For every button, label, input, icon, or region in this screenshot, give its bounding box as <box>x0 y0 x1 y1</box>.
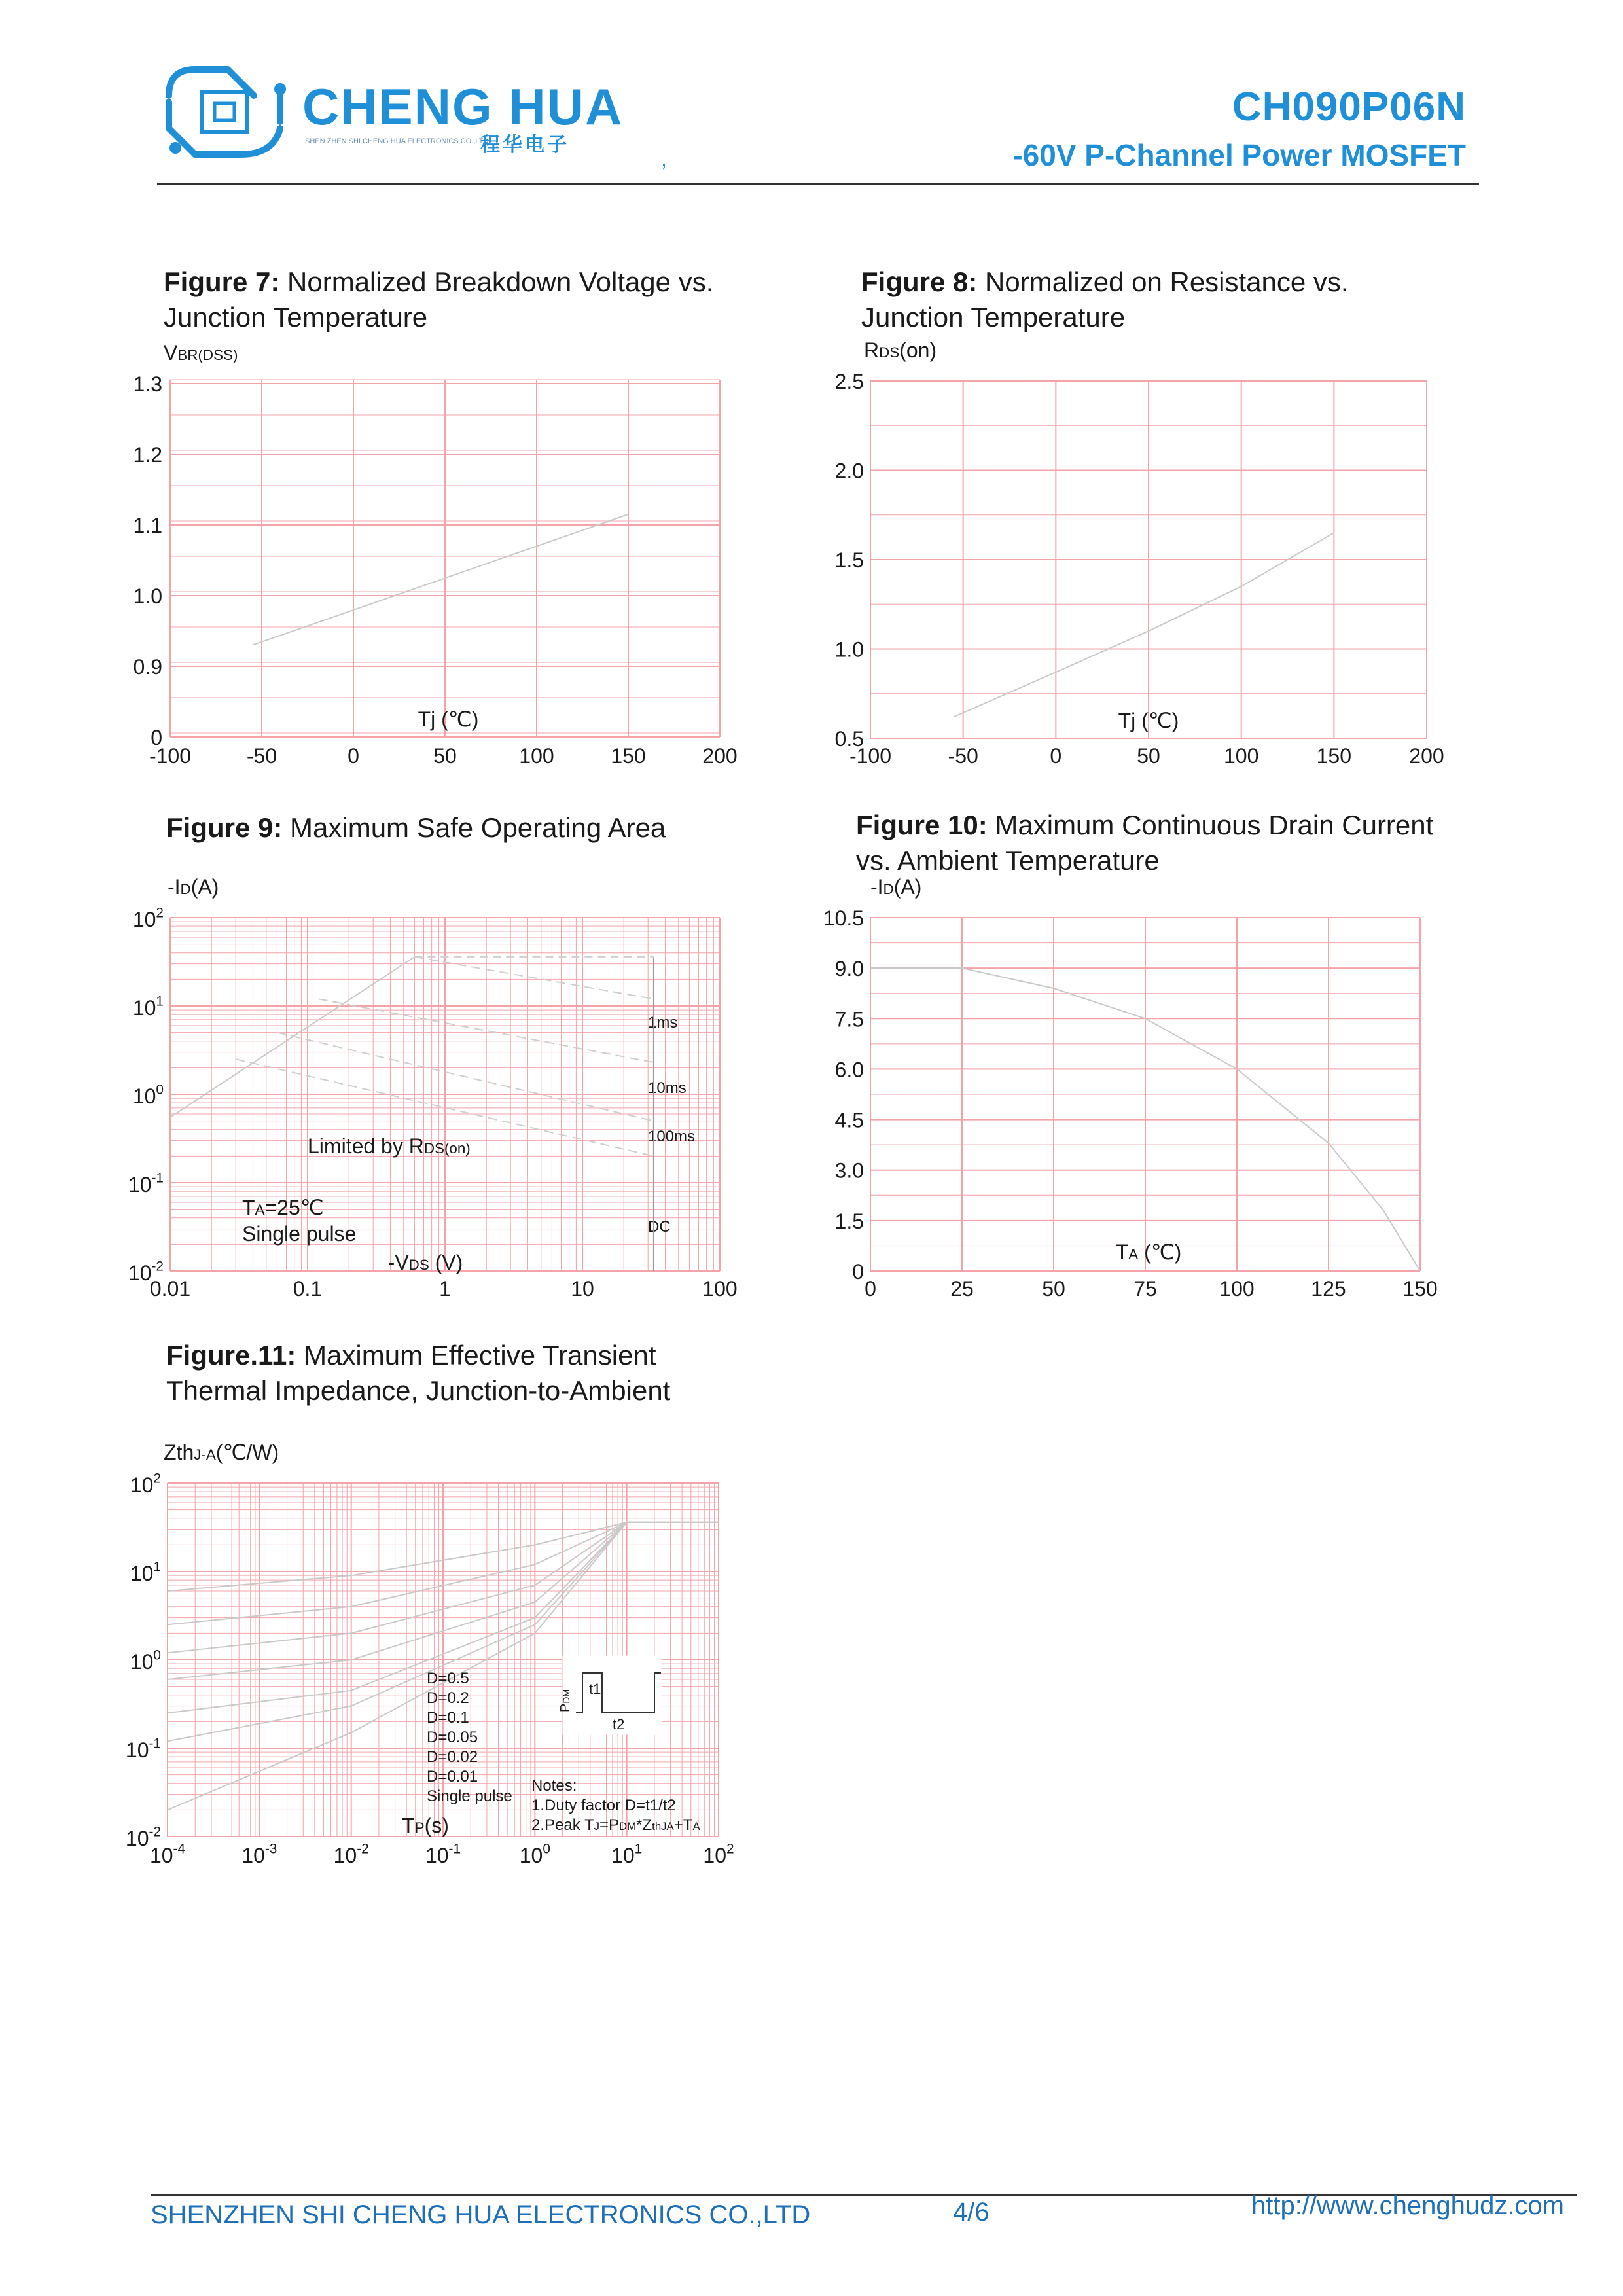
figure10-title: Figure 10: Maximum Continuous Drain Current vs. Ambient Temperature <box>856 810 1434 876</box>
y-tick-label: 2.0 <box>834 459 864 483</box>
x-tick-label: $10^{-2}$ <box>333 1841 369 1867</box>
y-tick-label: $10^2$ <box>132 905 164 931</box>
x-tick-label: $10^{-4}$ <box>149 1841 186 1867</box>
y-tick-label: $10^{-1}$ <box>128 1170 164 1196</box>
y-tick-label: $10^{-1}$ <box>125 1736 161 1762</box>
figure7-title: Figure 7: Normalized Breakdown Voltage vs. Junction Temperature <box>164 266 714 332</box>
y-tick-label: 1.2 <box>133 443 162 467</box>
y-axis-label: -ID(A) <box>168 875 219 899</box>
pdm-label: PDM <box>558 1689 573 1712</box>
duty-cycle-label: Single pulse <box>427 1787 512 1805</box>
y-tick-label: 7.5 <box>834 1007 864 1031</box>
x-tick-label: 50 <box>1042 1277 1065 1300</box>
duty-cycle-label: D=0.01 <box>427 1768 478 1785</box>
soa-boundary-line <box>414 957 653 999</box>
y-tick-label: 1.0 <box>834 637 864 662</box>
figure9-title: Figure 9: Maximum Safe Operating Area <box>166 812 666 843</box>
x-tick-label: 200 <box>702 744 738 768</box>
x-axis-label: TP(s) <box>402 1814 449 1837</box>
note-duty-factor: 1.Duty factor D=t1/t2 <box>531 1797 676 1814</box>
duty-cycle-label: D=0.05 <box>427 1729 478 1746</box>
duty-cycle-label: D=0.02 <box>427 1748 478 1766</box>
y-tick-label: 1.5 <box>834 1209 864 1233</box>
y-tick-label: $10^1$ <box>130 1559 161 1585</box>
x-tick-label: 100 <box>519 744 554 768</box>
x-tick-label: -100 <box>849 744 892 768</box>
x-tick-label: 1 <box>439 1277 451 1300</box>
limited-by-rds-label: Limited by RDS(on) <box>308 1134 471 1158</box>
y-axis-label: RDS(on) <box>864 338 937 362</box>
x-axis-label: Tj (℃) <box>1118 709 1179 732</box>
figure7-chart <box>118 340 746 772</box>
pulse-diagram-box <box>563 1656 661 1734</box>
x-tick-label: $10^{-1}$ <box>425 1841 461 1867</box>
y-tick-label: 1.3 <box>133 372 162 396</box>
duty-cycle-label: D=0.2 <box>427 1689 469 1707</box>
x-tick-label: -50 <box>246 744 277 768</box>
x-tick-label: 0.1 <box>293 1277 323 1300</box>
x-tick-label: 10 <box>571 1277 594 1300</box>
x-tick-label: 50 <box>433 744 457 768</box>
y-tick-label: 1.5 <box>834 548 864 572</box>
single-pulse-label: Single pulse <box>242 1222 357 1246</box>
pulse-width-label: 100ms <box>648 1128 696 1145</box>
y-tick-label: 0.5 <box>834 727 864 751</box>
logo-text: CHENG HUA <box>302 78 624 135</box>
x-tick-label: 75 <box>1133 1277 1157 1300</box>
x-tick-label: 200 <box>1409 744 1444 768</box>
y-tick-label: 0 <box>151 726 162 749</box>
on-resistance-line <box>954 533 1334 717</box>
x-tick-label: 150 <box>1402 1277 1438 1300</box>
x-tick-label: 100 <box>1219 1277 1255 1300</box>
y-tick-label: 9.0 <box>834 957 864 981</box>
soa-boundary-line <box>277 1033 653 1121</box>
y-tick-label: $10^2$ <box>130 1471 161 1497</box>
y-tick-label: 4.5 <box>834 1108 864 1132</box>
y-tick-label: $10^{-2}$ <box>125 1824 161 1850</box>
figure10-chart <box>818 874 1459 1306</box>
figure11-chart <box>118 1437 746 1895</box>
x-tick-label: 0 <box>1050 744 1062 768</box>
x-tick-label: 125 <box>1311 1277 1346 1300</box>
figure9-chart <box>118 874 746 1306</box>
x-axis-label: Tj (℃) <box>418 708 479 731</box>
y-axis-label: ZthJ-A(℃/W) <box>164 1441 279 1464</box>
x-tick-label: 100 <box>1223 744 1259 768</box>
y-tick-label: 0 <box>852 1260 864 1283</box>
y-tick-label: $10^0$ <box>130 1647 161 1674</box>
x-axis-label: -VDS (V) <box>387 1251 463 1274</box>
footer-company: SHENZHEN SHI CHENG HUA ELECTRONICS CO.,LTD <box>151 2200 811 2229</box>
t2-label: t2 <box>613 1716 625 1732</box>
x-tick-label: 100 <box>702 1277 738 1300</box>
footer-page-number: 4/6 <box>953 2198 990 2227</box>
notes-title: Notes: <box>531 1777 577 1795</box>
logo-company-small: SHEN ZHEN SHI CHENG HUA ELECTRONICS CO.,LTD <box>305 137 489 145</box>
x-tick-label: $10^2$ <box>703 1841 734 1867</box>
x-tick-label: 0.01 <box>149 1277 191 1300</box>
duty-cycle-label: D=0.5 <box>427 1670 469 1687</box>
x-tick-label: -50 <box>948 744 978 768</box>
pulse-width-label: 10ms <box>648 1079 687 1097</box>
t1-label: t1 <box>589 1681 601 1697</box>
soa-boundary-line <box>170 957 414 1117</box>
header-comma: , <box>661 147 667 171</box>
y-tick-label: 3.0 <box>834 1158 864 1183</box>
y-tick-label: 6.0 <box>834 1058 864 1082</box>
x-tick-label: 25 <box>950 1277 974 1300</box>
duty-cycle-label: D=0.1 <box>427 1709 469 1727</box>
y-tick-label: 1.0 <box>133 584 162 608</box>
note-peak-temp: 2.Peak TJ=PDM*ZthJA+TA <box>531 1816 700 1834</box>
y-tick-label: $10^0$ <box>132 1082 164 1108</box>
product-subtitle: -60V P-Channel Power MOSFET <box>1012 138 1466 172</box>
figure8-title: Figure 8: Normalized on Resistance vs. Junction Temperature <box>861 266 1349 332</box>
x-tick-label: 150 <box>1316 744 1352 768</box>
breakdown-voltage-line <box>253 514 628 645</box>
y-tick-label: 2.5 <box>834 370 864 393</box>
x-tick-label: $10^{-3}$ <box>241 1841 277 1867</box>
pulse-width-label: DC <box>648 1218 671 1236</box>
x-tick-label: 0 <box>348 744 359 768</box>
y-tick-label: 10.5 <box>823 906 864 930</box>
ambient-temp-label: TA=25℃ <box>242 1196 324 1219</box>
part-number: CH090P06N <box>1232 84 1466 130</box>
x-tick-label: 150 <box>611 744 646 768</box>
y-tick-label: 1.1 <box>133 514 162 537</box>
footer-website-link[interactable]: http://www.chenghudz.com <box>1251 2191 1564 2220</box>
x-tick-label: 0 <box>865 1277 876 1300</box>
x-axis-label: TA (℃) <box>1115 1240 1182 1264</box>
logo-chinese-name: 程华电子 <box>480 134 569 156</box>
pulse-width-label: 1ms <box>648 1014 678 1031</box>
header-divider <box>157 183 1479 185</box>
figure8-chart <box>818 335 1459 774</box>
x-tick-label: $10^1$ <box>611 1841 643 1867</box>
company-logo-mark <box>156 56 293 168</box>
y-axis-label: VBR(DSS) <box>164 341 238 365</box>
y-axis-label: -ID(A) <box>870 875 922 899</box>
y-tick-label: $10^{-2}$ <box>128 1259 164 1285</box>
figure11-title: Figure.11: Maximum Effective Transient Thermal Impedance, Junction-to-Ambient <box>166 1340 671 1406</box>
y-tick-label: $10^1$ <box>132 994 164 1020</box>
y-tick-label: 0.9 <box>133 655 162 679</box>
x-tick-label: -100 <box>149 744 192 768</box>
x-tick-label: 50 <box>1137 744 1160 768</box>
x-tick-label: $10^0$ <box>519 1841 550 1867</box>
